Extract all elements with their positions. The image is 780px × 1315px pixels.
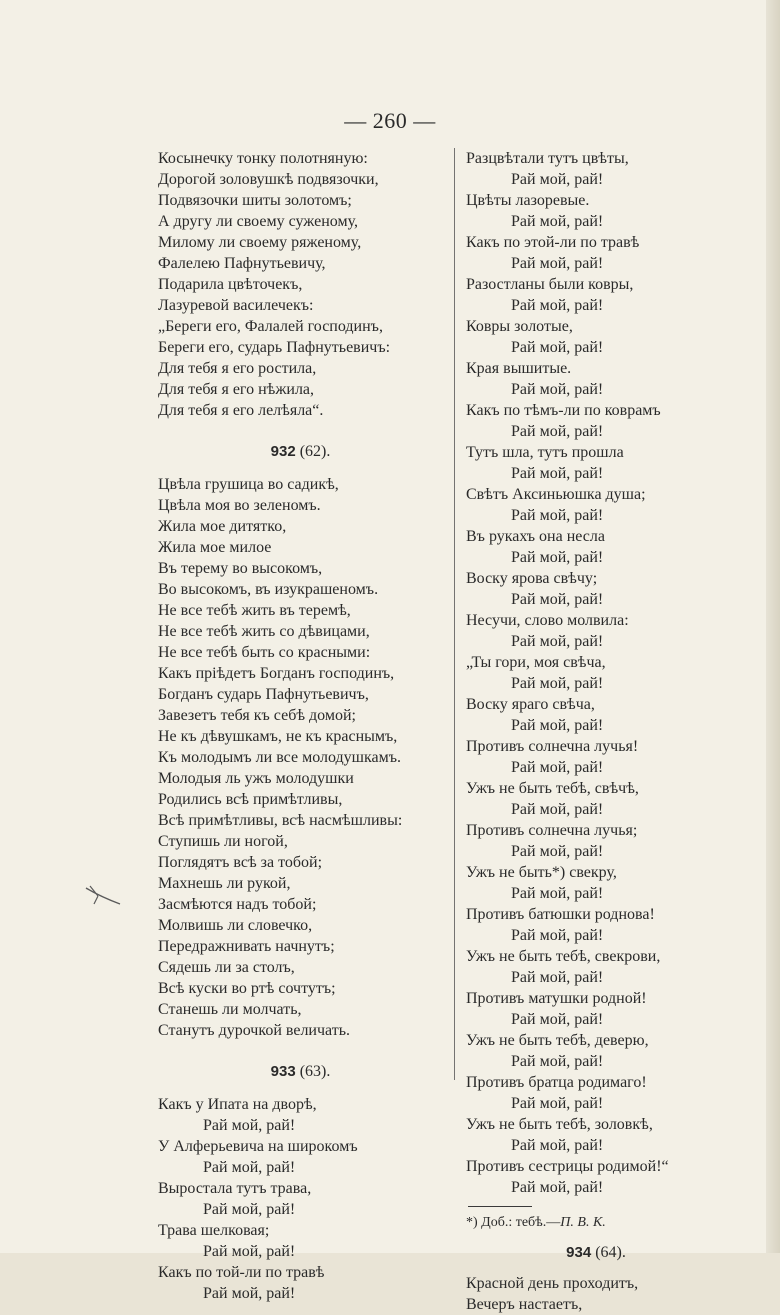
footnote-rule <box>468 1206 532 1207</box>
refrain-line: Рай мой, рай! <box>511 339 604 356</box>
verse-line: „Ты гори, моя свѣча, <box>466 654 606 671</box>
refrain-line: Рай мой, рай! <box>511 549 604 566</box>
refrain-line: Рай мой, рай! <box>511 675 604 692</box>
verse-line: Милому ли своему ряженому, <box>158 234 362 251</box>
right-column <box>466 148 726 1315</box>
verse-line: Несучи, слово молвила: <box>466 612 629 629</box>
refrain-line: Рай мой, рай! <box>203 1201 296 1218</box>
refrain-line: Рай мой, рай! <box>511 927 604 944</box>
song-heading-932 <box>158 441 443 462</box>
refrain-line: Рай мой, рай! <box>203 1285 296 1302</box>
page-edge <box>766 0 780 1253</box>
verse-line: Къ молодымъ ли все молодушкамъ. <box>158 749 402 766</box>
verse-line: Противъ братца родимаго! <box>466 1074 647 1091</box>
verse-line: Не къ дѣвушкамъ, не къ краснымъ, <box>158 728 398 745</box>
verse-line: Завезетъ тебя къ себѣ домой; <box>158 707 356 724</box>
verse-line: Не все тебѣ жить въ теремѣ, <box>158 602 351 619</box>
verse-line: Всѣ примѣтливы, всѣ насмѣшливы: <box>158 812 403 829</box>
verse-line: Жила мое милое <box>158 539 272 556</box>
verse-line: Трава шелковая; <box>158 1222 270 1239</box>
verse-line: Какъ у Ипата на дворѣ, <box>158 1096 317 1113</box>
footnote-source: П. В. К. <box>560 1215 606 1230</box>
verse-line: Фалелею Пафнутьевичу, <box>158 255 326 272</box>
song-934-text <box>466 1273 726 1315</box>
verse-line: Ступишь ли ногой, <box>158 833 288 850</box>
verse-line: Богданъ сударь Пафнутьевичъ, <box>158 686 369 703</box>
verse-line: Ужъ не быть тебѣ, золовкѣ, <box>466 1116 653 1133</box>
refrain-line: Рай мой, рай! <box>511 297 604 314</box>
verse-line: Ужъ не быть тебѣ, деверю, <box>466 1032 649 1049</box>
refrain-line: Рай мой, рай! <box>511 1179 604 1196</box>
refrain-line: Рай мой, рай! <box>511 1137 604 1154</box>
refrain-line: Рай мой, рай! <box>511 1095 604 1112</box>
verse-line: Въ рукахъ она несла <box>466 528 605 545</box>
page-number: — 260 — <box>344 108 436 133</box>
verse-line: Цвѣла моя во зеленомъ. <box>158 497 321 514</box>
refrain-line: Рай мой, рай! <box>511 969 604 986</box>
verse-line: Передражнивать начнутъ; <box>158 938 335 955</box>
refrain-line: Рай мой, рай! <box>511 885 604 902</box>
verse-line: Для тебя я его нѣжила, <box>158 381 315 398</box>
verse-line: Поглядятъ всѣ за тобой; <box>158 854 323 871</box>
verse-line: Ужъ не быть тебѣ, свѣчѣ, <box>466 780 639 797</box>
verse-line: Вечеръ настаетъ, <box>466 1296 583 1313</box>
verse-line: Не все тебѣ жить со дѣвицами, <box>158 623 370 640</box>
song-subnumber: (62). <box>299 443 331 460</box>
verse-line: Разцвѣтали тутъ цвѣты, <box>466 150 629 167</box>
verse-line: Противъ солнечна лучья; <box>466 822 638 839</box>
verse-line: Для тебя я его ростила, <box>158 360 317 377</box>
verse-line: Лазуревой василечекъ: <box>158 297 314 314</box>
refrain-line: Рай мой, рай! <box>203 1243 296 1260</box>
refrain-line: Рай мой, рай! <box>511 171 604 188</box>
refrain-line: Рай мой, рай! <box>511 507 604 524</box>
refrain-line: Рай мой, рай! <box>511 381 604 398</box>
refrain-line: Рай мой, рай! <box>511 717 604 734</box>
verse-line: Ковры золотые, <box>466 318 573 335</box>
verse-line: Воску яраго свѣча, <box>466 696 595 713</box>
refrain-line: Рай мой, рай! <box>511 423 604 440</box>
verse-line: Родились всѣ примѣтливы, <box>158 791 343 808</box>
refrain-line: Рай мой, рай! <box>511 255 604 272</box>
verse-line: Выростала тутъ трава, <box>158 1180 312 1197</box>
verse-line: Цвѣла грушица во садикѣ, <box>158 476 339 493</box>
verse-line: Косынечку тонку полотняную: <box>158 150 368 167</box>
refrain-line: Рай мой, рай! <box>203 1117 296 1134</box>
verse-line: Въ терему во высокомъ, <box>158 560 323 577</box>
refrain-line: Рай мой, рай! <box>511 591 604 608</box>
verse-line: Сядешь ли за столъ, <box>158 959 295 976</box>
verse-line: Противъ сестрицы родимой!“ <box>466 1158 669 1175</box>
song-heading-933 <box>158 1061 443 1082</box>
footnote <box>466 1213 726 1232</box>
intro-verse <box>158 148 443 421</box>
verse-line: Ужъ не быть тебѣ, свекрови, <box>466 948 661 965</box>
verse-line: Края вышитые. <box>466 360 572 377</box>
margin-pencil-mark <box>84 884 124 908</box>
verse-line: Станешь ли молчать, <box>158 1001 302 1018</box>
refrain-line: Рай мой, рай! <box>511 801 604 818</box>
refrain-line: Рай мой, рай! <box>511 213 604 230</box>
verse-line: Засмѣются надъ тобой; <box>158 896 317 913</box>
verse-line: Не все тебѣ быть со красными: <box>158 644 371 661</box>
verse-line: А другу ли своему суженому, <box>158 213 358 230</box>
verse-line: Какъ по тѣмъ-ли по коврамъ <box>466 402 661 419</box>
refrain-line: Рай мой, рай! <box>511 843 604 860</box>
refrain-line: Рай мой, рай! <box>511 1011 604 1028</box>
verse-line: Какъ прiѣдетъ Богданъ господинъ, <box>158 665 395 682</box>
verse-line: Воску ярова свѣчу; <box>466 570 598 587</box>
song-933-text <box>158 1094 443 1304</box>
refrain-line: Рай мой, рай! <box>511 465 604 482</box>
verse-line: Во высокомъ, въ изукрашеномъ. <box>158 581 379 598</box>
song-subnumber: (64). <box>595 1244 626 1261</box>
song-number: 934 <box>566 1244 592 1261</box>
refrain-line: Рай мой, рай! <box>511 633 604 650</box>
verse-line: Станутъ дурочкой величать. <box>158 1022 351 1039</box>
refrain-line: Рай мой, рай! <box>203 1159 296 1176</box>
footnote-text: *) Доб.: тебѣ.— <box>466 1215 561 1230</box>
verse-line: Жила мое дитятко, <box>158 518 287 535</box>
verse-line: Подвязочки шиты золотомъ; <box>158 192 352 209</box>
song-number: 932 <box>270 443 296 460</box>
verse-line: Молодыя ль ужъ молодушки <box>158 770 354 787</box>
verse-line: Разостланы были ковры, <box>466 276 634 293</box>
column-divider <box>454 148 455 1080</box>
song-932-text <box>158 474 443 1041</box>
song-subnumber: (63). <box>299 1063 331 1080</box>
verse-line: Ужъ не быть*) свекру, <box>466 864 617 881</box>
refrain-line: Рай мой, рай! <box>511 1053 604 1070</box>
verse-line: Всѣ куски во ртѣ сочтутъ; <box>158 980 336 997</box>
verse-line: Дорогой золовушкѣ подвязочки, <box>158 171 379 188</box>
verse-line: Молвишь ли словечко, <box>158 917 313 934</box>
verse-line: Цвѣты лазоревые. <box>466 192 590 209</box>
verse-line: Противъ солнечна лучья! <box>466 738 639 755</box>
verse-line: Тутъ шла, тутъ прошла <box>466 444 624 461</box>
verse-line: Противъ батюшки роднова! <box>466 906 655 923</box>
verse-line: Для тебя я его лелѣяла“. <box>158 402 324 419</box>
verse-line: Махнешь ли рукой, <box>158 875 291 892</box>
verse-line: Подарила цвѣточекъ, <box>158 276 303 293</box>
verse-line: У Алферьевича на широкомъ <box>158 1138 358 1155</box>
verse-line: Какъ по той-ли по травѣ <box>158 1264 325 1281</box>
verse-line: „Береги его, Фалалей господинъ, <box>158 318 383 335</box>
song-933-continued <box>466 148 726 1198</box>
verse-line: Свѣтъ Аксиньюшка душа; <box>466 486 646 503</box>
left-column <box>158 148 443 1304</box>
refrain-line: Рай мой, рай! <box>511 759 604 776</box>
verse-line: Противъ матушки родной! <box>466 990 647 1007</box>
song-number: 933 <box>270 1063 296 1080</box>
verse-line: Красной день проходитъ, <box>466 1275 639 1292</box>
verse-line: Какъ по этой-ли по травѣ <box>466 234 640 251</box>
verse-line: Береги его, сударь Пафнутьевичъ: <box>158 339 391 356</box>
